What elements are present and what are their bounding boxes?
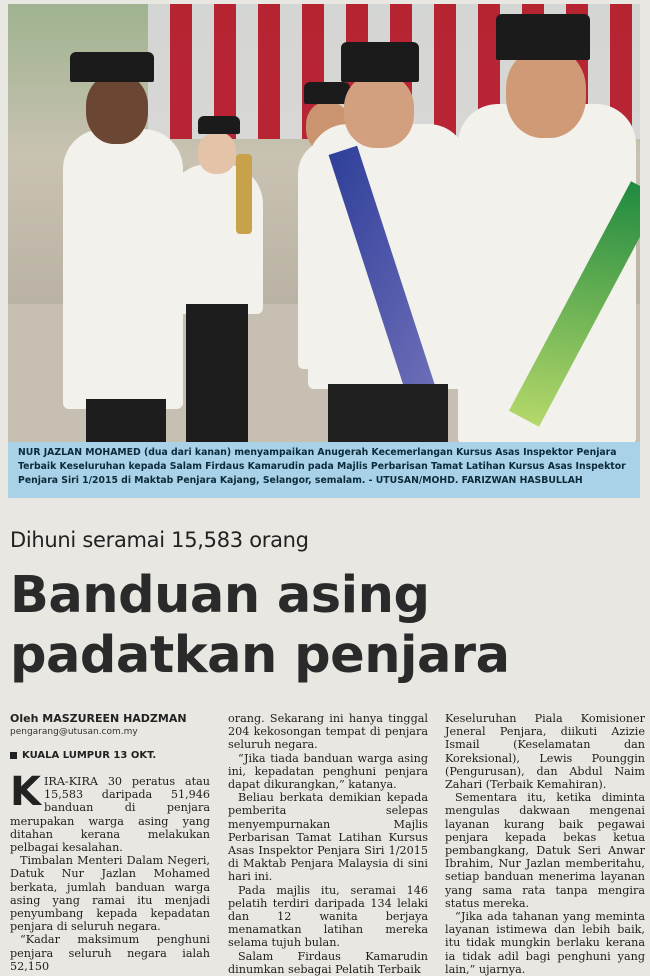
official-songkok-right [496,14,590,60]
column-2-paragraph-2: “Jika tiada banduan warga asing ini, kepadatan penghuni penjara dapat dikurangkan,” katanya. [228,751,428,792]
cadet-trousers [86,399,166,444]
column-3-paragraph-2: Sementara itu, ketika diminta mengulas dakwaan mengenai layanan kurang baik pegawai penjara kepada bekas ketua pembangkang, Datuk Seri Anwar Ibrahim, Nur Jazlan memberitahu, setiap banduan menerima layanan yang sama rata tanpa mengira status mereka. [445,791,645,910]
dateline-text: KUALA LUMPUR 13 OKT. [22,750,157,761]
article-column-1 [10,769,210,973]
article-column-3 [445,712,645,976]
officer-cap-female [198,116,240,134]
column-3-paragraph-3: “Jika ada tahanan yang meminta layanan istimewa dan lebih baik, itu tidak mungkin berlaku kerana ia tidak adil bagi penghuni yang lain,” ujarnya. [445,910,645,976]
officer-trousers-female [186,304,248,444]
article-overline: Dihuni seramai 15,583 orang [10,528,309,552]
officer-face-female [198,132,236,174]
minister-trousers [328,384,448,444]
drop-cap: K [10,769,41,815]
column-1-paragraph-2: Timbalan Menteri Dalam Negeri, Datuk Nur Jazlan Mohamed berkata, jumlah banduan warga asing yang ramai itu menjadi penyumbang kepada kepadatan penjara di seluruh negara. [10,854,210,934]
article-column-2 [228,712,428,976]
dateline-bullet [10,752,17,759]
article-headline: Banduan asing padatkan penjara [10,566,510,685]
column-2-paragraph-5: Salam Firdaus Kamarudin dinumkan sebagai Pelatih Terbaik [228,949,428,976]
column-1-paragraph-1-text: IRA-KIRA 30 peratus atau 15,583 daripada 51,946 banduan di penjara merupakan warga asing yang ditahan kerana melakukan pelbagai kesalahan. [10,775,210,855]
minister-songkok [341,42,419,82]
photo-caption: NUR JAZLAN MOHAMED (dua dari kanan) menyampaikan Anugerah Kecemerlangan Kursus Asas Inspektor Penjara Terbaik Keseluruhan kepada Salam Firdaus Kamarudin pada Majlis Perbarisan Tamat Latihan Kursus Asas Inspektor Penjara Siri 1/2015 di Maktab Penjara Kajang, Selangor, semalam. - UTUSAN/MOHD. FARIZWAN HASBULLAH [8,442,640,498]
column-2-paragraph-1: orang. Sekarang ini hanya tinggal 204 kekosongan tempat di penjara seluruh negara. [228,712,428,752]
column-2-paragraph-4: Pada majlis itu, seramai 146 pelatih terdiri daripada 134 lelaki dan 12 wanita berjaya menamatkan latihan mereka selama tujuh bulan. [228,883,428,950]
cadet-figure [63,129,183,409]
officer-cap-middle [304,82,350,104]
author-email: pengarang@utusan.com.my [10,727,138,737]
column-2-paragraph-3: Beliau berkata demikian kepada pemberita selepas menyempurnakan Majlis Perbarisan Tamat Latihan Kursus Asas Inspektor Penjara Siri 1/2015 di Maktab Penjara Malaysia di sini hari ini. [228,791,428,884]
article-dateline [10,750,156,761]
article-byline: Oleh MASZUREEN HADZMAN [10,712,187,725]
column-1-paragraph-1 [10,769,210,855]
cadet-face [86,74,148,144]
cadet-cap [70,52,154,82]
minister-face [344,74,414,148]
column-3-paragraph-1: Keseluruhan Piala Komisioner Jeneral Penjara, diikuti Azizie Ismail (Keselamatan dan Koreksional), Lewis Pounggin (Pengurusan), dan Abdul Naim Zahari (Terbaik Kemahiran). [445,712,645,792]
trophy [236,154,252,234]
official-face-right [506,48,586,138]
news-photo [8,4,640,444]
column-1-paragraph-3: “Kadar maksimum penghuni penjara seluruh negara ialah 52,150 [10,933,210,973]
